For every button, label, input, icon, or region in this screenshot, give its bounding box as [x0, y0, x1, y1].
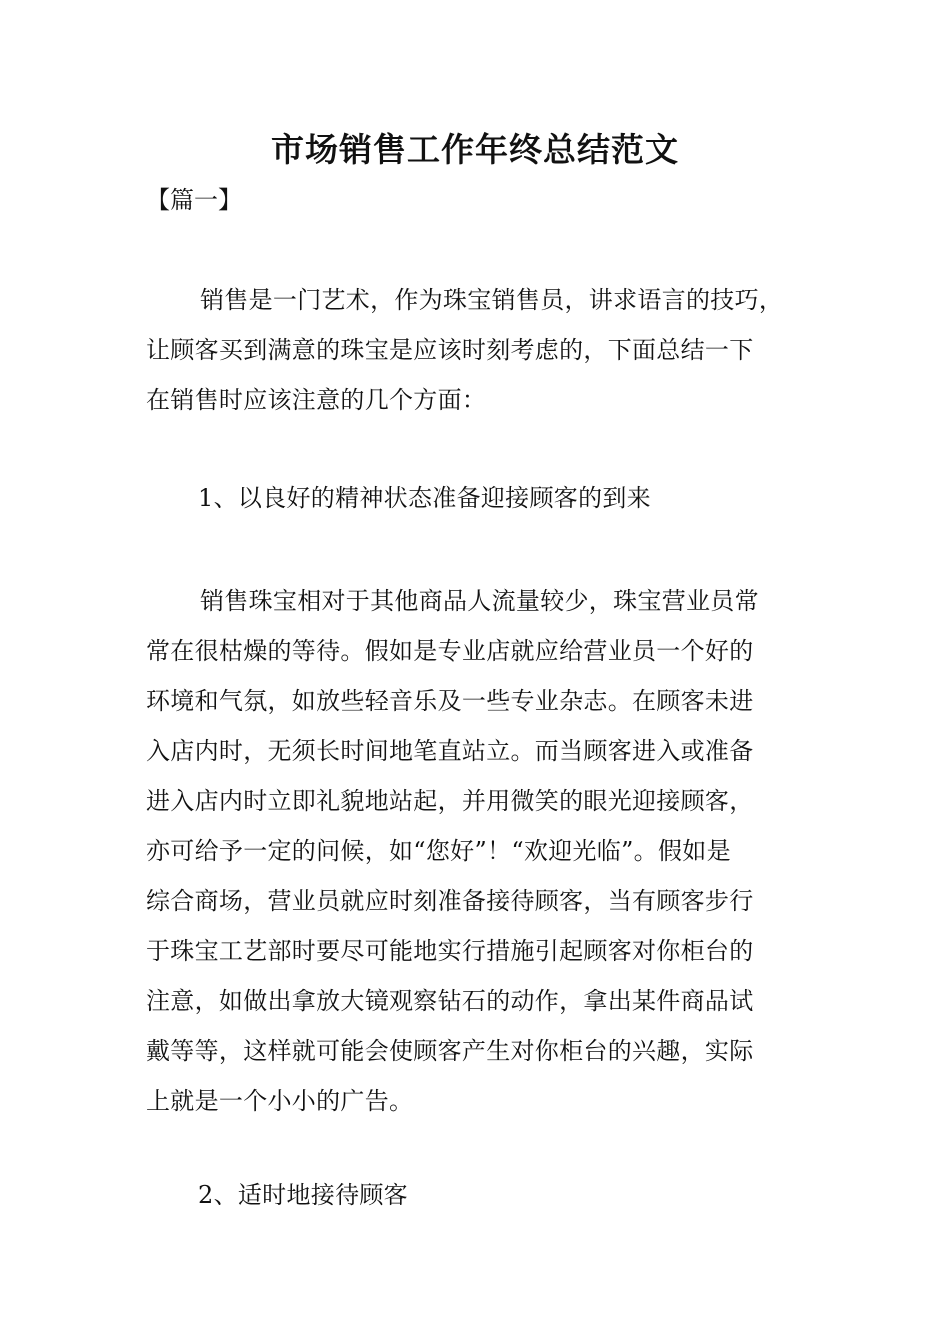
section-label: 【篇一】: [146, 186, 242, 214]
body-paragraph-1: [146, 576, 846, 1126]
document-title: 市场销售工作年终总结范文: [271, 130, 679, 169]
paragraph-line: 戴等等，这样就可能会使顾客产生对你柜台的兴趣，实际: [146, 1037, 754, 1065]
section-heading-1: 1、以良好的精神状态准备迎接顾客的到来: [198, 484, 651, 512]
paragraph-line: 亦可给予一定的问候，如“您好”！“欢迎光临”。假如是: [146, 837, 731, 865]
paragraph-line: 销售是一门艺术，作为珠宝销售员，讲求语言的技巧，: [200, 286, 784, 314]
paragraph-line: 进入店内时立即礼貌地站起，并用微笑的眼光迎接顾客，: [146, 787, 754, 815]
paragraph-line: 综合商场，营业员就应时刻准备接待顾客，当有顾客步行: [146, 887, 754, 915]
paragraph-line: 入店内时，无须长时间地笔直站立。而当顾客进入或准备: [146, 737, 754, 765]
paragraph-line: 环境和气氛，如放些轻音乐及一些专业杂志。在顾客未进: [146, 687, 754, 715]
section-heading-2: 2、适时地接待顾客: [198, 1181, 408, 1209]
intro-paragraph: [146, 275, 846, 425]
paragraph-line: 常在很枯燥的等待。假如是专业店就应给营业员一个好的: [146, 637, 754, 665]
paragraph-line: 让顾客买到满意的珠宝是应该时刻考虑的，下面总结一下: [146, 336, 754, 364]
paragraph-line: 上就是一个小小的广告。: [146, 1087, 414, 1115]
paragraph-line: 在销售时应该注意的几个方面：: [146, 386, 487, 414]
paragraph-line: 销售珠宝相对于其他商品人流量较少，珠宝营业员常: [200, 587, 759, 615]
paragraph-line: 于珠宝工艺部时要尽可能地实行措施引起顾客对你柜台的: [146, 937, 754, 965]
paragraph-line: 注意，如做出拿放大镜观察钻石的动作，拿出某件商品试: [146, 987, 754, 1015]
